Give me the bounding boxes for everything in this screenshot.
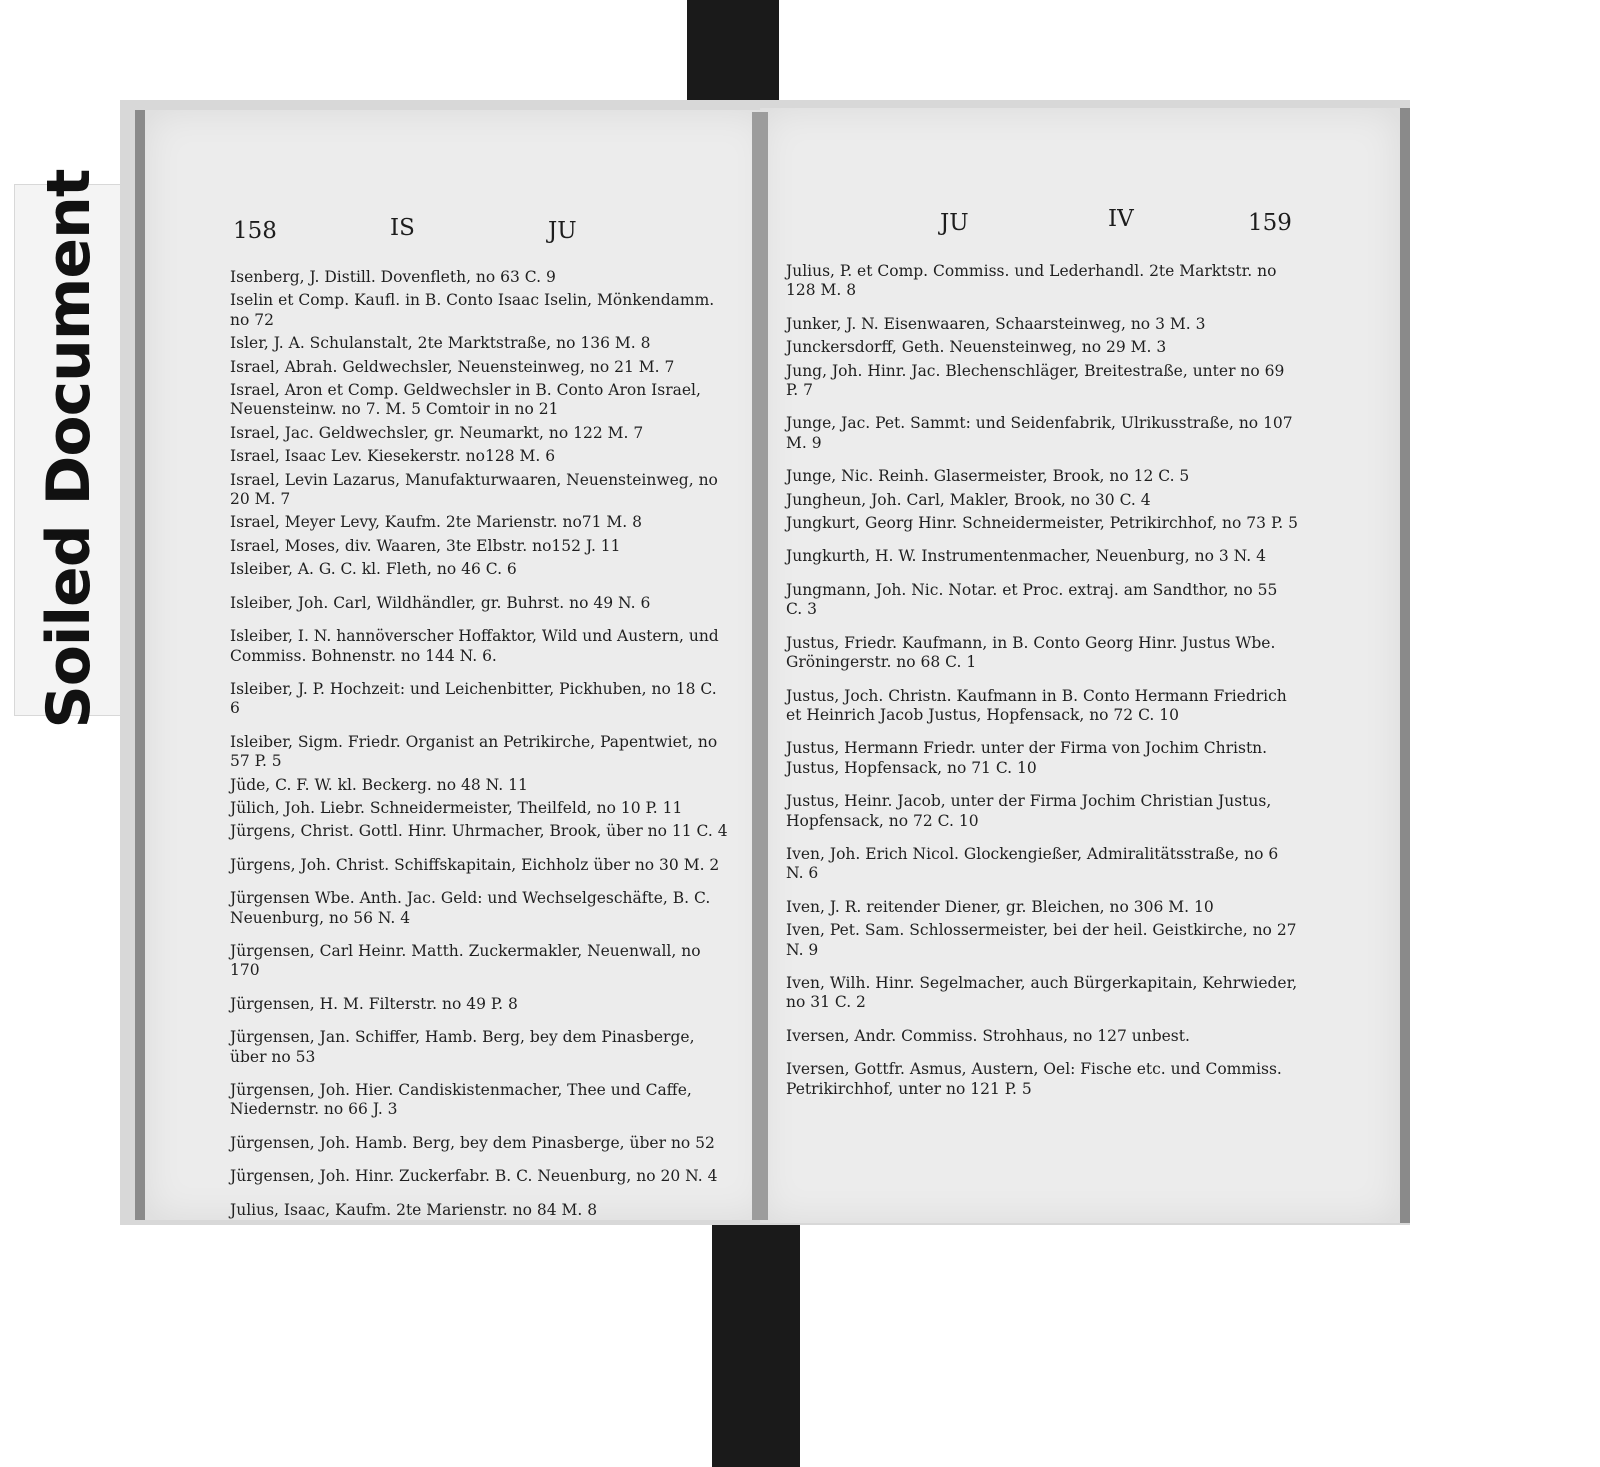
directory-entry: Israel, Moses, div. Waaren, 3te Elbstr. no152 J. 11 bbox=[230, 536, 621, 555]
directory-entry: Justus, Hermann Friedr. unter der Firma von Jochim Christn. Justus, Hopfensack, no 71 C. 10 bbox=[786, 739, 1268, 777]
directory-entry: Jürgensen, Carl Heinr. Matth. Zuckermakler, Neuenwall, no 170 bbox=[230, 941, 701, 980]
directory-entry: Israel, Meyer Levy, Kaufm. 2te Marienstr. no71 M. 8 bbox=[230, 513, 643, 532]
right-header-right: IV bbox=[1108, 206, 1134, 232]
book-gutter bbox=[752, 112, 768, 1220]
directory-entry: Jürgensen, Joh. Hamb. Berg, bey dem Pinasberge, über no 52 bbox=[230, 1133, 715, 1152]
directory-entry: Isleiber, A. G. C. kl. Fleth, no 46 C. 6 bbox=[230, 560, 517, 579]
directory-entry: Junckersdorff, Geth. Neuensteinweg, no 29 M. 3 bbox=[786, 338, 1167, 357]
directory-entry: Isenberg, J. Distill. Dovenfleth, no 63 C. 9 bbox=[230, 268, 556, 286]
directory-entry: Justus, Heinr. Jacob, unter der Firma Jochim Christian Justus, Hopfensack, no 72 C. 10 bbox=[786, 792, 1272, 830]
directory-entry: Jürgens, Christ. Gottl. Hinr. Uhrmacher, Brook, über no 11 C. 4 bbox=[230, 822, 728, 841]
directory-entry: Jungmann, Joh. Nic. Notar. et Proc. extraj. am Sandthor, no 55 C. 3 bbox=[786, 580, 1278, 619]
directory-entry: Isleiber, I. N. hannöverscher Hoffaktor, Wild und Austern, und Commiss. Bohnenstr. no 144 N. 6. bbox=[230, 627, 719, 665]
directory-entry: Jürgensen, Joh. Hinr. Zuckerfabr. B. C. Neuenburg, no 20 N. 4 bbox=[230, 1167, 718, 1186]
directory-entry: Jülich, Joh. Liebr. Schneidermeister, Theilfeld, no 10 P. 11 bbox=[230, 798, 683, 817]
directory-entry: Isleiber, Joh. Carl, Wildhändler, gr. Buhrst. no 49 N. 6 bbox=[230, 593, 651, 612]
right-header-left: JU bbox=[940, 210, 969, 236]
directory-entry: Iven, J. R. reitender Diener, gr. Bleichen, no 306 M. 10 bbox=[786, 897, 1214, 916]
directory-entry: Iversen, Gottfr. Asmus, Austern, Oel: Fische etc. und Commiss. Petrikirchhof, unter no 121 P. 5 bbox=[786, 1060, 1282, 1098]
binding-strap-bottom bbox=[712, 1215, 800, 1467]
directory-entry: Junge, Jac. Pet. Sammt: und Seidenfabrik, Ulrikusstraße, no 107 M. 9 bbox=[786, 414, 1293, 452]
right-page-number: 159 bbox=[1248, 210, 1292, 236]
directory-entry: Justus, Joch. Christn. Kaufmann in B. Conto Hermann Friedrich et Heinrich Jacob Justus, Hopfensack, no 72 C. 10 bbox=[786, 686, 1287, 724]
directory-entry: Justus, Friedr. Kaufmann, in B. Conto Georg Hinr. Justus Wbe. Gröningerstr. no 68 C. 1 bbox=[786, 633, 1276, 672]
right-entries-list bbox=[786, 262, 1298, 1103]
directory-entry: Israel, Jac. Geldwechsler, gr. Neumarkt, no 122 M. 7 bbox=[230, 423, 644, 442]
directory-entry: Iven, Joh. Erich Nicol. Glockengießer, Admiralitätsstraße, no 6 N. 6 bbox=[786, 844, 1279, 883]
directory-entry: Jürgensen, Joh. Hier. Candiskistenmacher, Thee und Caffe, Niedernstr. no 66 J. 3 bbox=[230, 1081, 692, 1119]
left-page-number: 158 bbox=[233, 218, 277, 244]
left-header-left: IS bbox=[390, 215, 415, 241]
directory-entry: Jung, Joh. Hinr. Jac. Blechenschläger, Breitestraße, unter no 69 P. 7 bbox=[786, 361, 1285, 400]
directory-entry: Julius, P. et Comp. Commiss. und Lederhandl. 2te Marktstr. no 128 M. 8 bbox=[786, 262, 1277, 300]
directory-entry: Jungkurt, Georg Hinr. Schneidermeister, Petrikirchhof, no 73 P. 5 bbox=[786, 514, 1298, 533]
directory-entry: Jürgens, Joh. Christ. Schiffskapitain, Eichholz über no 30 M. 2 bbox=[230, 855, 720, 874]
left-entries-list bbox=[230, 268, 728, 1224]
directory-entry: Jüde, C. F. W. kl. Beckerg. no 48 N. 11 bbox=[230, 775, 528, 794]
directory-entry: Iversen, Andr. Commiss. Strohhaus, no 127 unbest. bbox=[786, 1026, 1190, 1045]
directory-entry: Isler, J. A. Schulanstalt, 2te Marktstraße, no 136 M. 8 bbox=[230, 334, 651, 353]
directory-entry: Israel, Isaac Lev. Kiesekerstr. no128 M. 6 bbox=[230, 447, 556, 466]
directory-entry: Israel, Abrah. Geldwechsler, Neuensteinweg, no 21 M. 7 bbox=[230, 357, 675, 376]
directory-entry: Jürgensen Wbe. Anth. Jac. Geld: und Wechselgeschäfte, B. C. Neuenburg, no 56 N. 4 bbox=[230, 889, 711, 927]
directory-entry: Jungheun, Joh. Carl, Makler, Brook, no 30 C. 4 bbox=[786, 490, 1151, 509]
directory-entry: Jungkurth, H. W. Instrumentenmacher, Neuenburg, no 3 N. 4 bbox=[786, 547, 1266, 566]
directory-entry: Iven, Pet. Sam. Schlossermeister, bei der heil. Geistkirche, no 27 N. 9 bbox=[786, 921, 1297, 959]
directory-entry: Israel, Levin Lazarus, Manufakturwaaren, Neuensteinweg, no 20 M. 7 bbox=[230, 470, 718, 509]
directory-entry: Isleiber, Sigm. Friedr. Organist an Petrikirche, Papentwiet, no 57 P. 5 bbox=[230, 732, 718, 771]
directory-entry: Jürgensen, Jan. Schiffer, Hamb. Berg, bey dem Pinasberge, über no 53 bbox=[230, 1028, 695, 1066]
directory-entry: Jürgensen, H. M. Filterstr. no 49 P. 8 bbox=[230, 994, 518, 1013]
directory-entry: Julius, Isaac, Kaufm. 2te Marienstr. no 84 M. 8 bbox=[230, 1200, 598, 1219]
directory-entry: Isleiber, J. P. Hochzeit: und Leichenbitter, Pickhuben, no 18 C. 6 bbox=[230, 679, 717, 718]
directory-entry: Junker, J. N. Eisenwaaren, Schaarsteinweg, no 3 M. 3 bbox=[786, 314, 1206, 333]
directory-entry: Iselin et Comp. Kaufl. in B. Conto Isaac Iselin, Mönkendamm. no 72 bbox=[230, 291, 715, 329]
directory-entry: Israel, Aron et Comp. Geldwechsler in B. Conto Aron Israel, Neuensteinw. no 7. M. 5 Comtoir in no 21 bbox=[230, 381, 701, 419]
directory-entry: Iven, Wilh. Hinr. Segelmacher, auch Bürgerkapitain, Kehrwieder, no 31 C. 2 bbox=[786, 973, 1298, 1012]
stamp-label: Soiled Document bbox=[34, 169, 104, 729]
left-header-right: JU bbox=[548, 218, 577, 244]
directory-entry: Junge, Nic. Reinh. Glasermeister, Brook, no 12 C. 5 bbox=[786, 467, 1190, 486]
